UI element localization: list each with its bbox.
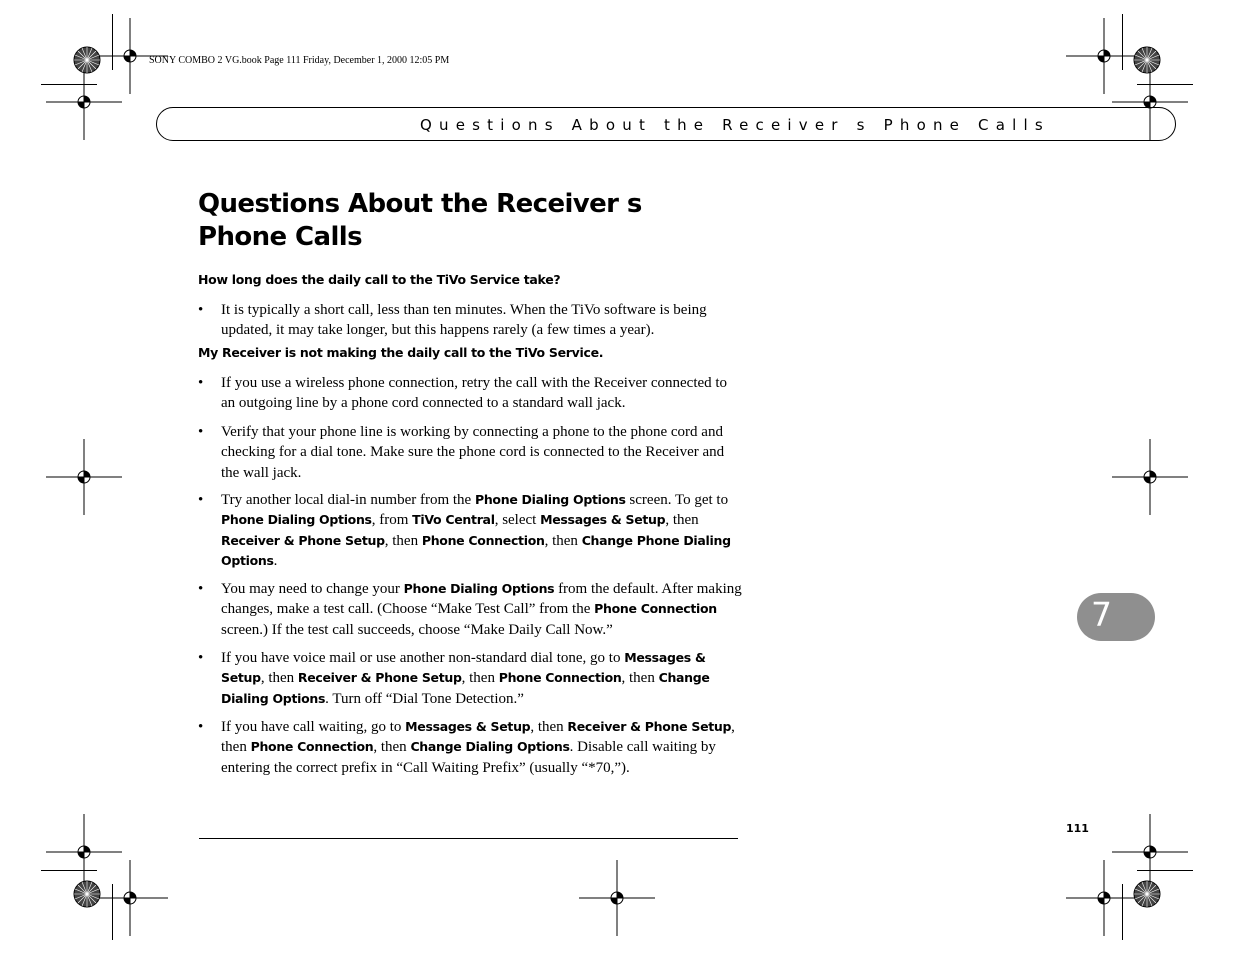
bullet-dot: • [198, 424, 204, 440]
ui-term: Phone Dialing Options [474, 492, 626, 507]
bullet-item [198, 490, 743, 571]
chapter-number: 7 [1091, 595, 1112, 634]
running-header: Questions About the Receiver s Phone Calls [420, 116, 1050, 134]
page-title [198, 188, 758, 254]
question-heading: My Receiver is not making the daily call to the TiVo Service. [198, 345, 604, 360]
ui-term: Phone Connection [421, 532, 545, 548]
bullet-dot: • [198, 492, 204, 508]
bullet-text: If you use a wireless phone connection, retry the call with the Receiver connected to an outgoing line by a phone cord connected to a standard wall jack. [221, 375, 728, 412]
ui-term: Change Phone Dialing Options [221, 532, 731, 568]
ui-term: Phone Connection [250, 739, 374, 755]
ui-term: Phone Dialing Options [221, 512, 372, 528]
ui-term: Phone Dialing Options [403, 581, 555, 596]
ui-term: Receiver & Phone Setup [567, 719, 732, 734]
bullet-dot: • [198, 581, 204, 597]
question-heading: How long does the daily call to the TiVo Service take? [198, 272, 561, 287]
bullet-item [198, 300, 743, 341]
bullet-item [198, 579, 743, 640]
ui-term: Phone Connection [498, 670, 622, 686]
bullet-text: Verify that your phone line is working by connecting a phone to the phone cord and checking for a dial tone. Make sure the phone cord is connected to the Receiver and the wall jack. [221, 424, 725, 481]
ui-term: TiVo Central [412, 512, 495, 528]
ui-term: Receiver & Phone Setup [297, 670, 462, 686]
ui-term: Change Dialing Options [221, 670, 710, 706]
bullet-dot: • [198, 302, 204, 318]
ui-term: Messages & Setup [221, 650, 706, 686]
ui-term: Change Dialing Options [410, 739, 570, 755]
bullet-dot: • [198, 375, 204, 391]
chapter-tab [1077, 593, 1155, 641]
bullet-text: Try another local dial-in number from the Phone Dialing Options screen. To get to Phone Dialing Options, from TiVo Central, select Messages & Setup, then Receiver & Phone Setup, then Phone Connection, then Change Phone Dialing Options. [221, 492, 731, 569]
ui-term: Receiver & Phone Setup [221, 532, 385, 548]
ui-term: Messages & Setup [405, 719, 531, 734]
page-number: 111 [1066, 822, 1089, 835]
bullet-item [198, 648, 743, 709]
book-info: SONY COMBO 2 VG.book Page 111 Friday, December 1, 2000 12:05 PM [149, 55, 450, 66]
bullet-text: You may need to change your Phone Dialing Options from the default. After making changes, make a test call. (Choose “Make Test Call” from the Phone Connection screen.) If the test call succeeds, choose “Make Daily Call Now.” [221, 581, 742, 638]
footer-rule [199, 838, 738, 839]
bullet-dot: • [198, 719, 204, 735]
bullet-item [198, 422, 743, 483]
bullet-item [198, 717, 743, 778]
page-title-line2: Phone Calls [198, 222, 362, 252]
bullet-item [198, 373, 743, 414]
ui-term: Phone Connection [594, 601, 717, 617]
bullet-text: If you have voice mail or use another non-standard dial tone, go to Messages & Setup, then Receiver & Phone Setup, then Phone Connection, then Change Dialing Options. Turn off “Dial Tone Detection.” [221, 650, 710, 707]
page-title-line1: Questions About the Receiver s [198, 189, 642, 219]
bullet-text: If you have call waiting, go to Messages & Setup, then Receiver & Phone Setup, then Phone Connection, then Change Dialing Options. Disable call waiting by entering the correct prefix in “Call Waiting Prefix” (usually “*70,”). [221, 719, 735, 776]
ui-term: Messages & Setup [540, 512, 666, 528]
bullet-text: It is typically a short call, less than ten minutes. When the TiVo software is being updated, it may take longer, but this happens rarely (a few times a year). [221, 302, 707, 339]
bullet-dot: • [198, 650, 204, 666]
